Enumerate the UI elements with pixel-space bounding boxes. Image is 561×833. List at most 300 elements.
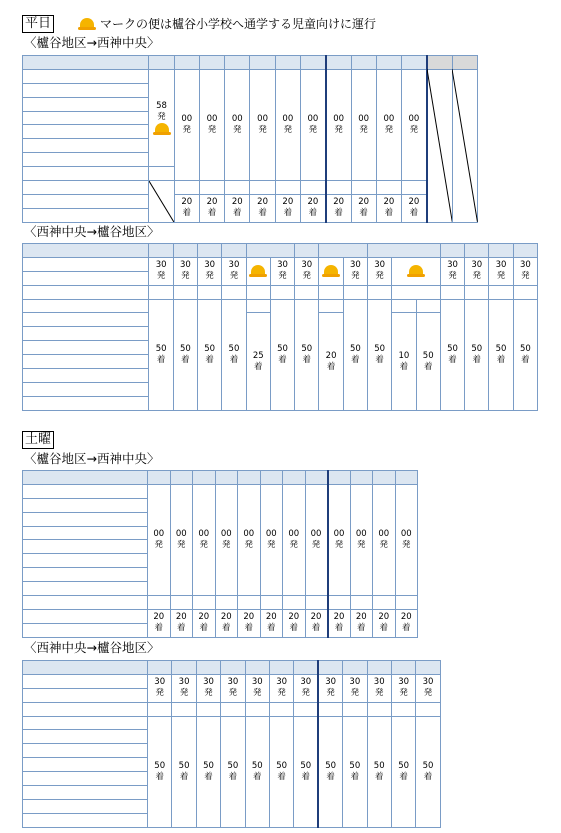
dep-cell bbox=[416, 674, 440, 702]
arr-cell bbox=[326, 194, 351, 222]
no-service-slash bbox=[452, 69, 477, 222]
cell-text: 発 bbox=[384, 124, 394, 135]
cell-text: 発 bbox=[182, 124, 192, 135]
arrow-cell bbox=[367, 702, 391, 716]
cell-text: 発 bbox=[356, 539, 366, 550]
cell-text: 30 bbox=[251, 677, 263, 688]
cell-text: 着 bbox=[154, 623, 163, 634]
cell-text: 発 bbox=[472, 271, 482, 282]
cell-text: 発 bbox=[308, 124, 318, 135]
cell-text: 00 bbox=[175, 528, 187, 539]
cell-text: 着 bbox=[423, 361, 433, 372]
stop-name bbox=[23, 139, 149, 153]
cell-text: 20 bbox=[307, 197, 319, 208]
dep-cell bbox=[196, 674, 220, 702]
arr-cell bbox=[489, 299, 513, 410]
cell-text: 30 bbox=[300, 677, 312, 688]
cell-text: 20 bbox=[257, 197, 268, 208]
cell-text: 着 bbox=[326, 771, 335, 782]
cell-text: 発 bbox=[326, 688, 335, 699]
cell-text: 30 bbox=[471, 260, 483, 271]
cell-text: 着 bbox=[176, 623, 186, 634]
cell-text: 20 bbox=[358, 197, 370, 208]
arrow-cell bbox=[351, 181, 376, 195]
dep-cell bbox=[328, 484, 351, 595]
no-service-slash bbox=[427, 69, 452, 222]
arr-cell bbox=[193, 609, 216, 637]
dep-cell bbox=[373, 484, 396, 595]
arrow-cell bbox=[172, 702, 196, 716]
hour-header bbox=[402, 56, 427, 70]
cell-text: 00 bbox=[383, 113, 395, 124]
cell-text: 発 bbox=[334, 539, 344, 550]
header-label bbox=[23, 661, 148, 675]
arrow-cell bbox=[402, 181, 427, 195]
dep-cell bbox=[269, 674, 293, 702]
cell-text: 発 bbox=[374, 688, 384, 699]
arr-cell bbox=[250, 194, 275, 222]
dep-cell bbox=[283, 484, 306, 595]
helmet-icon bbox=[409, 265, 423, 276]
cell-text: 着 bbox=[521, 354, 530, 365]
hour-header bbox=[465, 244, 489, 258]
school-dep-cell bbox=[416, 299, 440, 313]
arr-cell bbox=[222, 299, 246, 410]
saturday-inbound-title: 〈西神中央→櫨谷地区〉 bbox=[24, 640, 160, 655]
cell-text: 発 bbox=[176, 539, 186, 550]
hour-header bbox=[246, 244, 295, 258]
cell-text: 発 bbox=[311, 539, 321, 550]
cell-text: 発 bbox=[233, 124, 242, 135]
cell-text: 50 bbox=[300, 760, 312, 771]
cell-text: 30 bbox=[178, 677, 190, 688]
cell-text: 00 bbox=[355, 528, 367, 539]
cell-text: 発 bbox=[359, 124, 368, 135]
weekday-outbound-table bbox=[22, 55, 478, 223]
cell-text: 50 bbox=[325, 760, 337, 771]
cell-text: 着 bbox=[399, 771, 408, 782]
cell-text: 50 bbox=[519, 343, 531, 354]
arrow-cell bbox=[170, 596, 193, 610]
cell-text: 50 bbox=[301, 343, 313, 354]
cell-text: 着 bbox=[326, 361, 336, 372]
cell-text: 発 bbox=[205, 271, 214, 282]
cell-text: 発 bbox=[379, 539, 388, 550]
cell-text: 発 bbox=[207, 124, 217, 135]
cell-text: 発 bbox=[350, 688, 360, 699]
dep-cell bbox=[199, 69, 224, 180]
dep-cell bbox=[221, 674, 245, 702]
arr-cell bbox=[269, 716, 293, 827]
hour-header bbox=[395, 471, 418, 485]
stop-name bbox=[23, 208, 149, 222]
stop-name bbox=[23, 512, 148, 526]
slash-line bbox=[149, 181, 174, 223]
cell-text: 着 bbox=[199, 623, 208, 634]
arr-cell bbox=[275, 194, 300, 222]
cell-text: 着 bbox=[350, 771, 360, 782]
cell-text: 00 bbox=[257, 113, 268, 124]
hour-header bbox=[376, 56, 401, 70]
arrow-cell bbox=[295, 285, 319, 299]
arrow-cell bbox=[343, 285, 367, 299]
arrow-cell bbox=[245, 702, 269, 716]
arr-cell bbox=[173, 299, 197, 410]
cell-text: 30 bbox=[519, 260, 531, 271]
cell-text: 20 bbox=[220, 612, 232, 623]
arrow-cell bbox=[149, 285, 173, 299]
hour-header bbox=[391, 661, 415, 675]
cell-text: 50 bbox=[422, 350, 434, 361]
hour-header bbox=[198, 244, 222, 258]
cell-text: 着 bbox=[359, 208, 368, 219]
school-dep-cell bbox=[392, 299, 416, 313]
stop-name bbox=[23, 540, 148, 554]
cell-text: 着 bbox=[301, 771, 311, 782]
cell-text: 着 bbox=[351, 354, 360, 365]
cell-text: 発 bbox=[181, 271, 190, 282]
cell-text: 30 bbox=[179, 260, 191, 271]
hour-header bbox=[452, 56, 477, 70]
school-arr-cell bbox=[246, 313, 270, 410]
stop-name bbox=[23, 609, 148, 623]
arrow-cell bbox=[250, 181, 275, 195]
cell-text: 発 bbox=[334, 124, 343, 135]
arrow-cell bbox=[391, 702, 415, 716]
arrow-cell bbox=[196, 702, 220, 716]
cell-text: 発 bbox=[258, 124, 267, 135]
cell-text: 30 bbox=[495, 260, 507, 271]
hour-header bbox=[222, 244, 246, 258]
cell-text: 00 bbox=[358, 113, 370, 124]
arrow-cell bbox=[269, 702, 293, 716]
school-dep-cell bbox=[246, 299, 270, 313]
cell-text: 20 bbox=[181, 197, 193, 208]
arrow-cell bbox=[260, 596, 283, 610]
school-arr-cell bbox=[392, 313, 416, 410]
cell-text: 50 bbox=[374, 343, 386, 354]
cell-text: 着 bbox=[375, 354, 384, 365]
arr-cell bbox=[295, 299, 319, 410]
cell-text: 発 bbox=[157, 112, 166, 122]
arrow-cell bbox=[23, 285, 149, 299]
dep-cell bbox=[489, 257, 513, 285]
arrow-cell bbox=[513, 285, 537, 299]
cell-text: 20 bbox=[198, 612, 210, 623]
arr-cell bbox=[402, 194, 427, 222]
cell-text: 着 bbox=[384, 208, 394, 219]
cell-text: 50 bbox=[179, 343, 191, 354]
dep-cell bbox=[350, 484, 373, 595]
cell-text: 着 bbox=[205, 354, 214, 365]
helmet-icon bbox=[324, 265, 338, 276]
dep-cell bbox=[170, 484, 193, 595]
cell-text: 58 bbox=[156, 101, 167, 111]
stop-name bbox=[23, 484, 148, 498]
stop-name bbox=[23, 355, 149, 369]
dep-cell bbox=[343, 674, 367, 702]
cell-text: 30 bbox=[373, 677, 385, 688]
cell-text: 00 bbox=[181, 113, 193, 124]
arrow-cell bbox=[300, 181, 325, 195]
stop-name bbox=[23, 554, 148, 568]
cell-text: 50 bbox=[373, 760, 385, 771]
cell-text: 00 bbox=[198, 528, 210, 539]
arrow-cell bbox=[199, 181, 224, 195]
cell-text: 着 bbox=[221, 623, 231, 634]
dep-cell bbox=[402, 69, 427, 180]
arrow-cell bbox=[215, 596, 238, 610]
cell-text: 30 bbox=[227, 677, 239, 688]
cell-text: 50 bbox=[228, 343, 240, 354]
arr-cell bbox=[328, 609, 351, 637]
arr-cell bbox=[199, 194, 224, 222]
header-label bbox=[23, 244, 149, 258]
dep-cell bbox=[172, 674, 196, 702]
cell-text: 50 bbox=[471, 343, 483, 354]
arrow-cell bbox=[319, 285, 343, 299]
cell-text: 00 bbox=[220, 528, 232, 539]
hour-header bbox=[149, 244, 173, 258]
saturday-outbound-table bbox=[22, 470, 418, 638]
arrow-cell bbox=[368, 285, 392, 299]
arrow-cell bbox=[23, 702, 148, 716]
hour-header bbox=[173, 244, 197, 258]
arrow-cell bbox=[23, 596, 148, 610]
hour-header bbox=[269, 661, 293, 675]
dep-cell bbox=[250, 69, 275, 180]
hour-header bbox=[199, 56, 224, 70]
cell-text: 00 bbox=[408, 113, 420, 124]
cell-text: 00 bbox=[288, 528, 300, 539]
arrow-cell bbox=[392, 285, 441, 299]
cell-text: 50 bbox=[204, 343, 216, 354]
cell-text: 着 bbox=[179, 771, 189, 782]
arr-cell bbox=[174, 194, 199, 222]
cell-text: 発 bbox=[229, 271, 239, 282]
stop-name bbox=[23, 97, 149, 111]
hour-header bbox=[294, 661, 318, 675]
stop-name bbox=[23, 382, 149, 396]
cell-text: 00 bbox=[310, 528, 322, 539]
hour-header bbox=[427, 56, 452, 70]
hour-header bbox=[148, 471, 171, 485]
header-label bbox=[23, 56, 149, 70]
stop-name bbox=[23, 623, 148, 637]
stop-name bbox=[23, 786, 148, 800]
dep-cell bbox=[173, 257, 197, 285]
cell-text: 00 bbox=[243, 528, 255, 539]
cell-text: 発 bbox=[375, 271, 384, 282]
school-bus-cell bbox=[319, 257, 343, 285]
arrow-cell bbox=[238, 596, 261, 610]
cell-text: 着 bbox=[374, 771, 384, 782]
slash-line bbox=[427, 69, 452, 222]
cell-text: 着 bbox=[496, 354, 506, 365]
cell-text: 着 bbox=[334, 208, 343, 219]
arrow-cell bbox=[246, 285, 270, 299]
dep-cell bbox=[368, 257, 392, 285]
stop-name bbox=[23, 69, 149, 83]
dep-cell bbox=[148, 484, 171, 595]
cell-text: 着 bbox=[356, 623, 366, 634]
arr-cell bbox=[465, 299, 489, 410]
stop-name bbox=[23, 111, 149, 125]
stop-name bbox=[23, 716, 148, 730]
cell-text: 00 bbox=[153, 528, 165, 539]
hour-header bbox=[196, 661, 220, 675]
arr-cell bbox=[440, 299, 464, 410]
arr-cell bbox=[198, 299, 222, 410]
cell-text: 00 bbox=[231, 113, 243, 124]
hour-header bbox=[170, 471, 193, 485]
dep-cell bbox=[295, 257, 319, 285]
cell-text: 着 bbox=[244, 623, 253, 634]
cell-text: 50 bbox=[447, 343, 458, 354]
cell-text: 発 bbox=[401, 539, 411, 550]
cell-text: 発 bbox=[399, 688, 408, 699]
arrow-cell bbox=[294, 702, 318, 716]
cell-text: 着 bbox=[207, 208, 217, 219]
cell-text: 50 bbox=[155, 343, 167, 354]
saturday-label: 土曜 bbox=[22, 431, 54, 449]
cell-text: 発 bbox=[155, 688, 164, 699]
arr-cell bbox=[318, 716, 342, 827]
cell-text: 20 bbox=[153, 612, 165, 623]
cell-text: 50 bbox=[276, 760, 288, 771]
stop-name bbox=[23, 730, 148, 744]
dep-cell bbox=[318, 674, 342, 702]
cell-text: 20 bbox=[206, 197, 218, 208]
cell-text: 着 bbox=[258, 208, 267, 219]
cell-text: 発 bbox=[496, 271, 506, 282]
stop-name bbox=[23, 271, 149, 285]
cell-text: 着 bbox=[289, 623, 298, 634]
hour-header bbox=[326, 56, 351, 70]
arr-cell bbox=[221, 716, 245, 827]
dep-cell bbox=[198, 257, 222, 285]
cell-text: 50 bbox=[154, 760, 166, 771]
stop-name bbox=[23, 526, 148, 540]
cell-text: 30 bbox=[277, 260, 288, 271]
arr-cell bbox=[305, 609, 328, 637]
dep-cell bbox=[148, 674, 172, 702]
stop-name bbox=[23, 299, 149, 313]
cell-text: 発 bbox=[289, 539, 298, 550]
arr-cell bbox=[373, 609, 396, 637]
arrow-cell bbox=[440, 285, 464, 299]
stop-name bbox=[23, 257, 149, 271]
arrow-cell bbox=[305, 596, 328, 610]
cell-text: 30 bbox=[228, 260, 240, 271]
cell-text: 20 bbox=[333, 197, 345, 208]
arr-cell bbox=[260, 609, 283, 637]
cell-text: 発 bbox=[179, 688, 189, 699]
weekday-outbound-title: 〈櫨谷地区→西神中央〉 bbox=[24, 35, 160, 50]
arrow-cell bbox=[225, 181, 250, 195]
cell-text: 20 bbox=[378, 612, 390, 623]
dep-cell bbox=[465, 257, 489, 285]
arrow-cell bbox=[328, 596, 351, 610]
dep-cell bbox=[215, 484, 238, 595]
hour-header bbox=[368, 244, 441, 258]
cell-text: 20 bbox=[231, 197, 243, 208]
cell-text: 着 bbox=[253, 771, 262, 782]
hour-header bbox=[275, 56, 300, 70]
cell-text: 発 bbox=[351, 271, 360, 282]
arr-cell bbox=[351, 194, 376, 222]
cell-text: 50 bbox=[398, 760, 410, 771]
arrow-cell bbox=[343, 702, 367, 716]
cell-text: 30 bbox=[422, 677, 434, 688]
hour-header bbox=[305, 471, 328, 485]
cell-text: 00 bbox=[265, 528, 277, 539]
stop-name bbox=[23, 744, 148, 758]
stop-name bbox=[23, 582, 148, 596]
cell-text: 発 bbox=[301, 688, 311, 699]
cell-text: 00 bbox=[400, 528, 412, 539]
cell-text: 発 bbox=[277, 688, 286, 699]
arrow-cell bbox=[148, 596, 171, 610]
dep-cell bbox=[294, 674, 318, 702]
arr-cell bbox=[513, 299, 537, 410]
cell-text: 着 bbox=[228, 771, 238, 782]
arr-cell bbox=[376, 194, 401, 222]
cell-text: 着 bbox=[311, 623, 321, 634]
stop-name bbox=[23, 674, 148, 688]
stop-name bbox=[23, 167, 149, 181]
hour-header bbox=[295, 244, 319, 258]
dep-cell bbox=[149, 257, 173, 285]
school-bus-cell bbox=[246, 257, 270, 285]
arr-cell bbox=[368, 299, 392, 410]
hour-header bbox=[283, 471, 306, 485]
cell-text: 20 bbox=[333, 612, 345, 623]
weekday-inbound-table bbox=[22, 243, 538, 411]
cell-text: 50 bbox=[422, 760, 434, 771]
arr-cell bbox=[149, 299, 173, 410]
cell-text: 着 bbox=[334, 623, 344, 634]
arr-cell bbox=[294, 716, 318, 827]
cell-text: 着 bbox=[379, 623, 388, 634]
arrow-cell bbox=[23, 181, 149, 195]
stop-name bbox=[23, 396, 149, 410]
dep-cell bbox=[270, 257, 294, 285]
arrow-cell bbox=[174, 181, 199, 195]
dep-cell bbox=[275, 69, 300, 180]
dep-cell bbox=[225, 69, 250, 180]
arr-cell bbox=[172, 716, 196, 827]
hour-header bbox=[367, 661, 391, 675]
cell-text: 着 bbox=[229, 354, 239, 365]
arrow-cell bbox=[283, 596, 306, 610]
cell-text: 着 bbox=[423, 771, 433, 782]
cell-text: 00 bbox=[333, 113, 345, 124]
cell-text: 発 bbox=[244, 539, 253, 550]
cell-text: 30 bbox=[398, 677, 410, 688]
cell-text: 発 bbox=[278, 271, 287, 282]
cell-text: 着 bbox=[283, 208, 293, 219]
cell-text: 00 bbox=[307, 113, 319, 124]
arr-cell bbox=[367, 716, 391, 827]
cell-text: 着 bbox=[181, 354, 190, 365]
arrow-cell bbox=[326, 181, 351, 195]
arrow-cell bbox=[395, 596, 418, 610]
hour-header bbox=[193, 471, 216, 485]
stop-name bbox=[23, 813, 148, 827]
dep-cell bbox=[391, 674, 415, 702]
cell-text: 20 bbox=[310, 612, 322, 623]
